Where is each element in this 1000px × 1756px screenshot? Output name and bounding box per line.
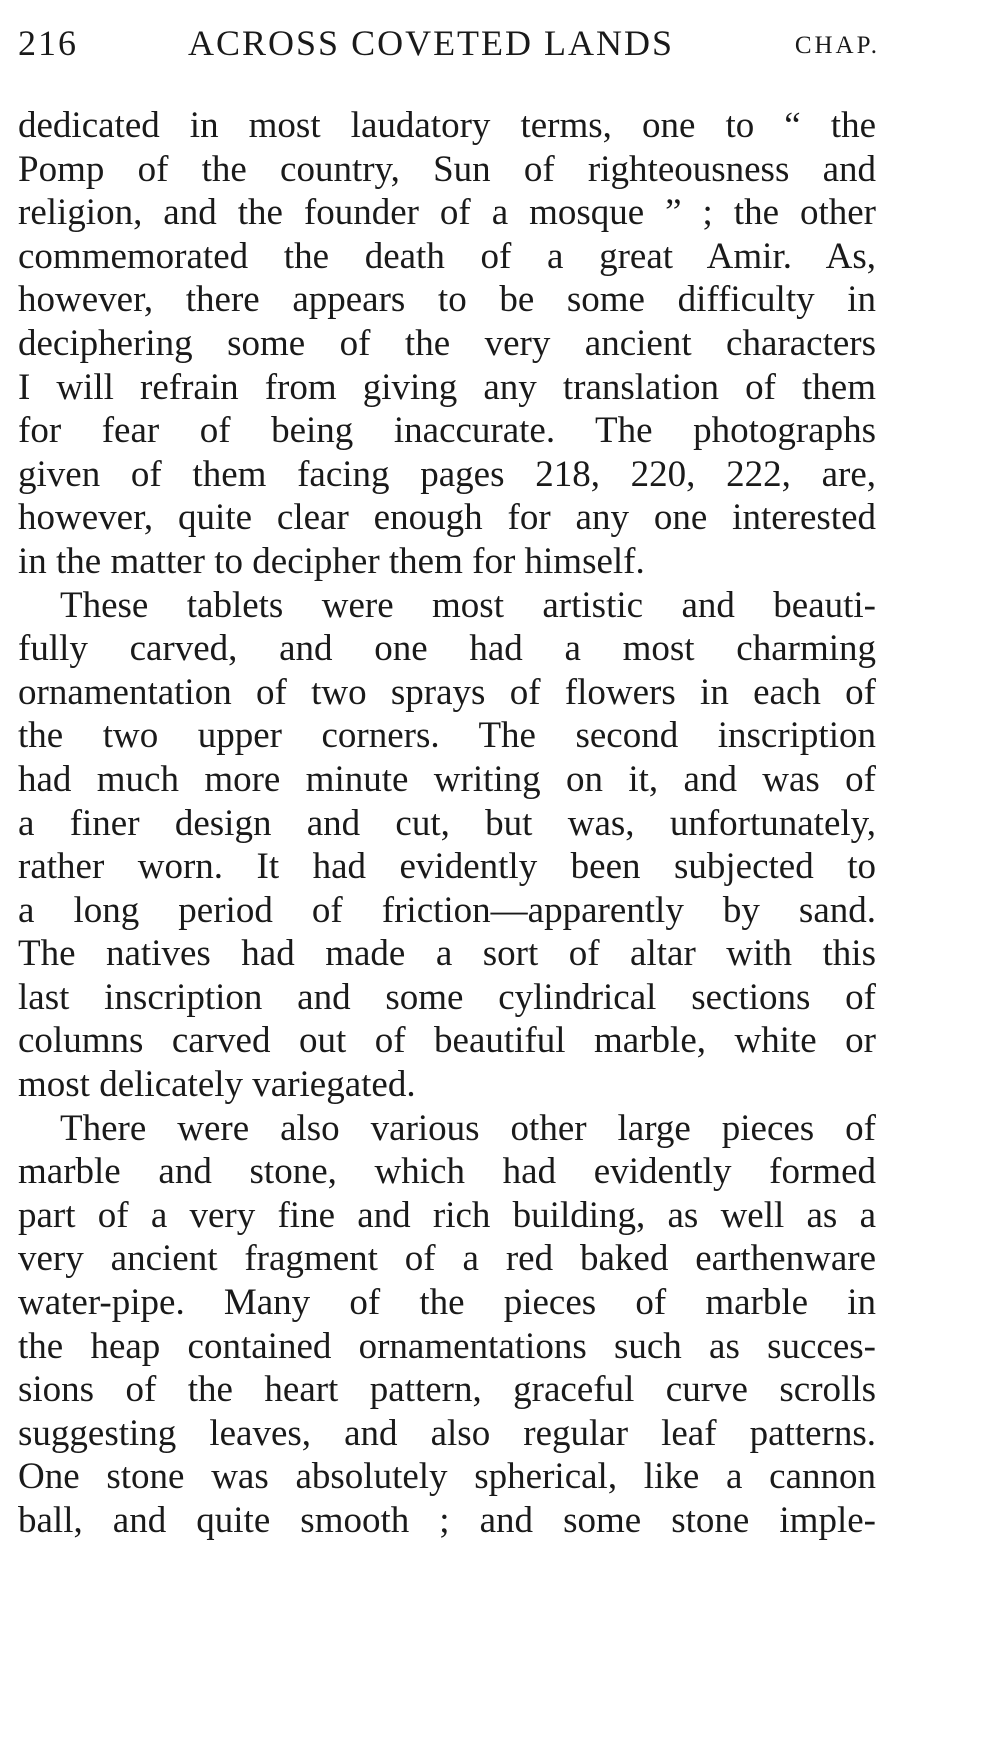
text-line: the two upper corners. The second inscription bbox=[18, 715, 876, 757]
paragraph-first-line: These tablets were most artistic and beauti- bbox=[60, 584, 876, 626]
text-line: commemorated the death of a great Amir. As, bbox=[18, 235, 876, 277]
body-text bbox=[18, 104, 876, 1543]
text-line: marble and stone, which had evidently formed bbox=[18, 1151, 876, 1193]
text-line: fully carved, and one had a most charming bbox=[18, 628, 876, 670]
text-line: very ancient fragment of a red baked earthenware bbox=[18, 1238, 876, 1280]
page-number: 216 bbox=[18, 23, 78, 63]
text-line: part of a very fine and rich building, as well as a bbox=[18, 1194, 876, 1236]
text-line: the heap contained ornamentations such as succes- bbox=[18, 1325, 876, 1367]
book-title: ACROSS COVETED LANDS bbox=[188, 23, 675, 63]
text-line: given of them facing pages 218, 220, 222, are, bbox=[18, 453, 876, 495]
text-line: The natives had made a sort of altar with this bbox=[18, 933, 876, 975]
text-line: dedicated in most laudatory terms, one to “ the bbox=[18, 105, 876, 146]
chapter-marker: CHAP. bbox=[794, 32, 880, 59]
text-line: I will refrain from giving any translation of them bbox=[18, 366, 876, 408]
text-line: Pomp of the country, Sun of righteousness and bbox=[18, 148, 876, 190]
text-line: a long period of friction—apparently by sand. bbox=[18, 889, 876, 931]
text-line: religion, and the founder of a mosque ” ; the other bbox=[18, 192, 876, 234]
text-line: columns carved out of beautiful marble, white or bbox=[18, 1020, 876, 1062]
text-line: One stone was absolutely spherical, like a cannon bbox=[18, 1456, 876, 1498]
text-line: had much more minute writing on it, and was of bbox=[18, 758, 876, 800]
text-line: however, there appears to be some difficulty in bbox=[18, 279, 876, 321]
text-line: water-pipe. Many of the pieces of marble in bbox=[18, 1282, 876, 1324]
text-line: however, quite clear enough for any one interested bbox=[18, 497, 876, 539]
text-line: ball, and quite smooth ; and some stone imple- bbox=[18, 1500, 876, 1541]
text-line: a finer design and cut, but was, unfortunately, bbox=[18, 802, 876, 844]
text-line: rather worn. It had evidently been subjected to bbox=[18, 846, 876, 888]
text-line: sions of the heart pattern, graceful curve scrolls bbox=[18, 1369, 876, 1411]
text-line: ornamentation of two sprays of flowers in each of bbox=[18, 671, 876, 713]
text-line: deciphering some of the very ancient characters bbox=[18, 322, 876, 364]
text-line: most delicately variegated. bbox=[18, 1064, 416, 1106]
text-line: in the matter to decipher them for himself. bbox=[18, 540, 645, 582]
paragraph-first-line: There were also various other large pieces of bbox=[60, 1107, 876, 1149]
text-line: for fear of being inaccurate. The photographs bbox=[18, 410, 876, 452]
text-line: last inscription and some cylindrical sections of bbox=[18, 976, 876, 1018]
text-line: suggesting leaves, and also regular leaf patterns. bbox=[18, 1412, 876, 1454]
running-head bbox=[18, 22, 880, 82]
